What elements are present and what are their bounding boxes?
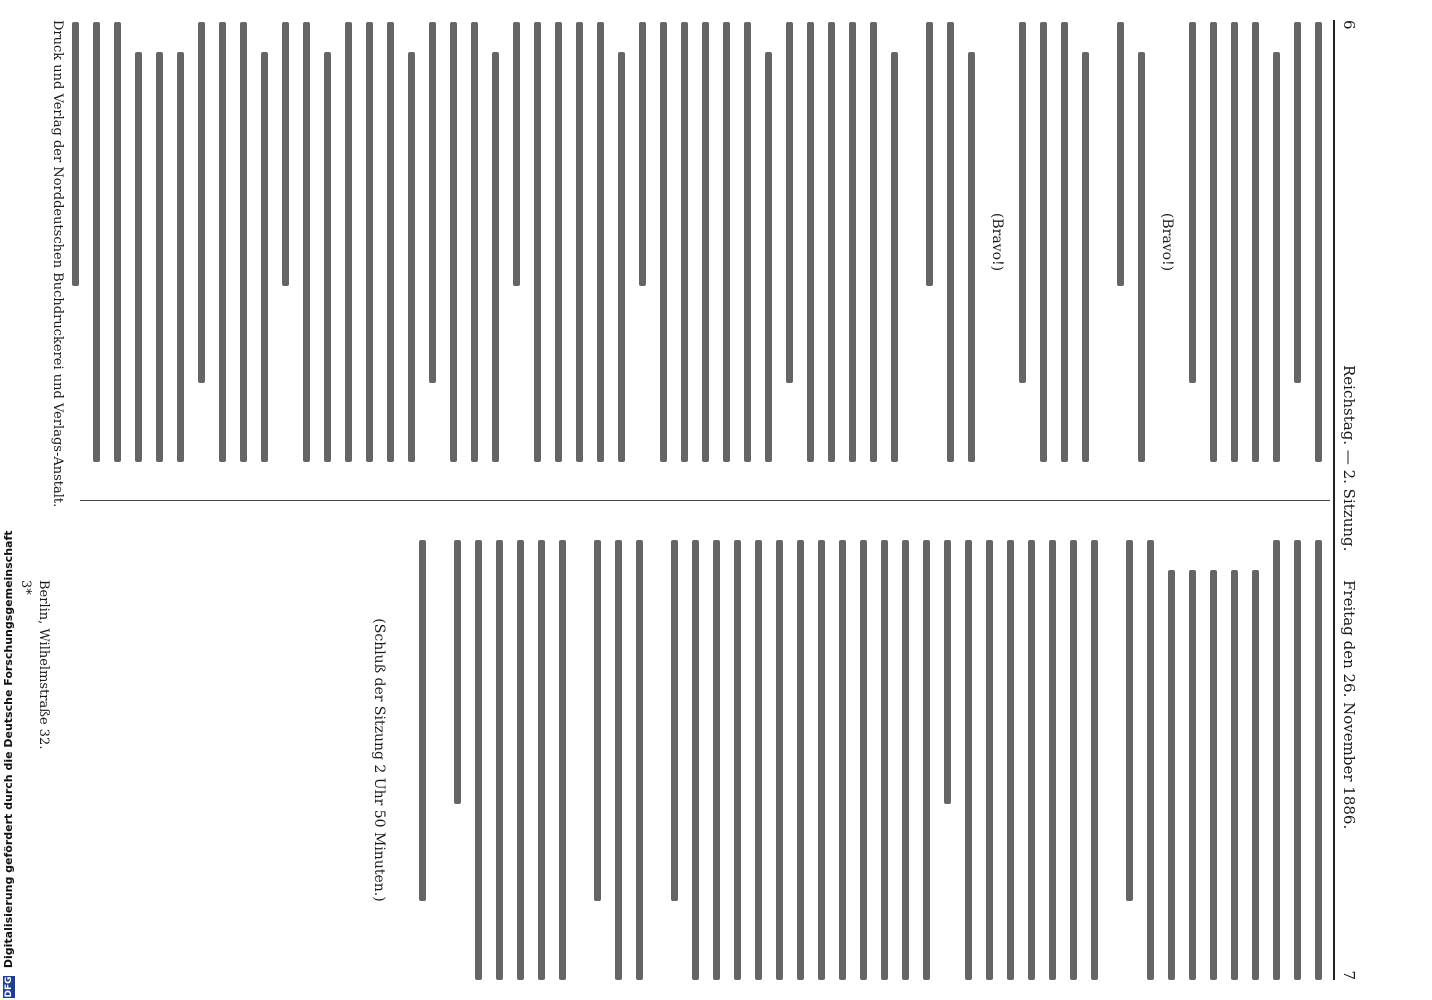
printer-imprint: Druck und Verlag der Norddeutschen Buchdruckerei und Verlags-Anstalt. <box>50 20 65 508</box>
left-column <box>82 22 1322 462</box>
printer-address: Berlin, Wilhelmstraße 32. <box>36 580 51 750</box>
signature-mark: 3* <box>18 580 33 595</box>
column-divider <box>80 500 1330 501</box>
page-title: Reichstag. — 2. Sitzung. <box>1340 365 1358 552</box>
page-number-left: 6 <box>1340 20 1358 30</box>
dfg-logo: DFG <box>4 976 14 998</box>
header-rule <box>1333 20 1335 980</box>
credit-text: Digitalisierung gefördert durch die Deutsche Forschungsgemeinschaft <box>2 530 15 969</box>
session-end-note: (Schluß der Sitzung 2 Uhr 50 Minuten.) <box>371 618 387 902</box>
right-column <box>82 540 1322 980</box>
digitization-credit <box>2 2 24 998</box>
page-footer <box>18 20 65 980</box>
session-date: Freitag den 26. November 1886. <box>1340 580 1358 830</box>
applause-note-1: (Bravo!) <box>1159 212 1175 272</box>
applause-note-2: (Bravo!) <box>989 212 1005 272</box>
page-number-right: 7 <box>1340 970 1358 980</box>
